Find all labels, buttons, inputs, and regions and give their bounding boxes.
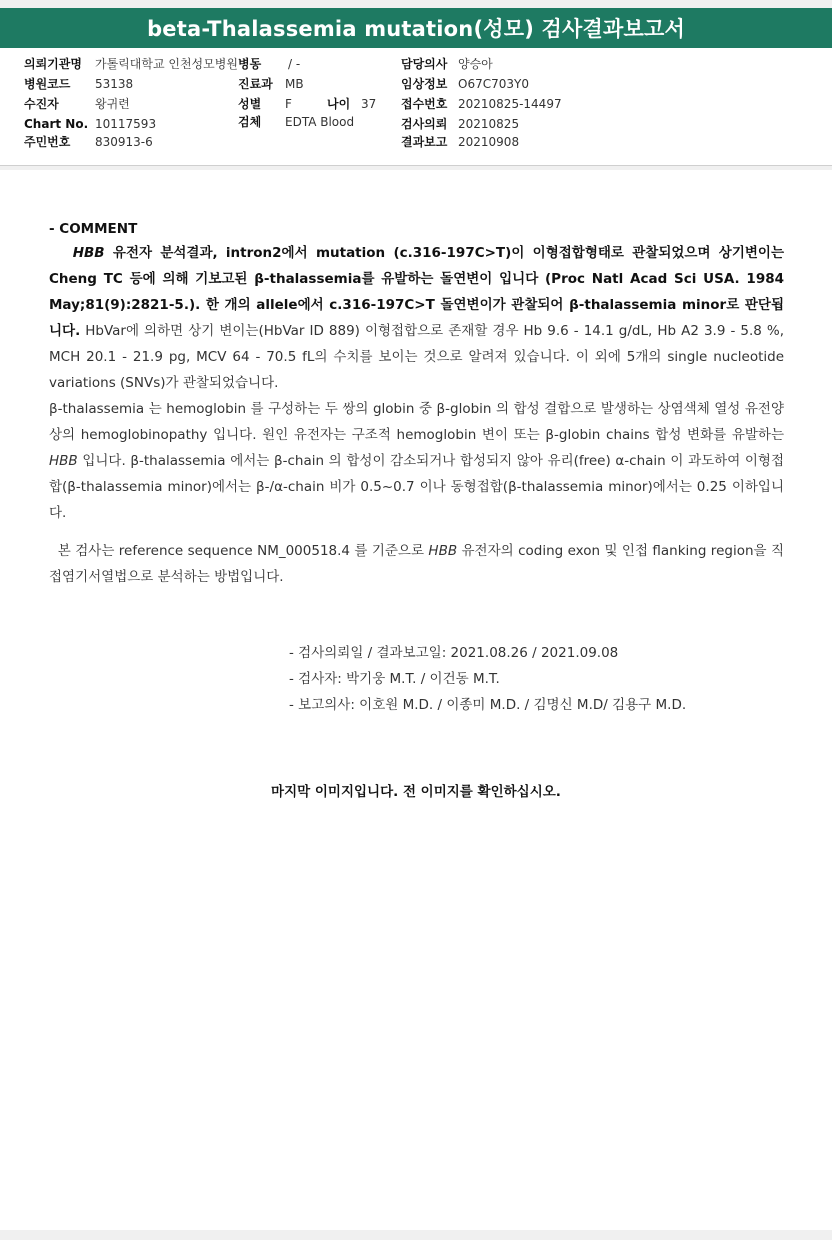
field-label-institution: 의뢰기관명 — [24, 57, 82, 71]
field-label-physician: 담당의사 — [401, 57, 448, 71]
patient-info-panel — [0, 48, 832, 166]
comment-paragraph-1 — [49, 240, 784, 396]
report-page — [0, 170, 832, 1230]
comment-method-a: 본 검사는 reference sequence NM_000518.4 를 기준으로 — [53, 543, 429, 559]
last-page-notice: 마지막 이미지입니다. 전 이미지를 확인하십시오. — [271, 784, 561, 800]
field-value-clinical-info: O67C703Y0 — [458, 77, 529, 91]
field-label-receipt-no: 접수번호 — [401, 97, 448, 111]
field-value-physician: 양승아 — [458, 57, 493, 71]
comment-background-b: 입니다. β-thalassemia 에서는 β-chain 의 합성이 감소되거나 합성되지 않아 유리(free) α-chain 이 과도하여 이형접합(β-thalassemia minor)에서는 β-/α-chain 비가 0.5~0.7 이나 동형접합(β-thalassemia minor)에서는 0.25 이하입니다. — [49, 453, 784, 521]
reporters-line: - 보고의사: 이호원 M.D. / 이종미 M.D. / 김명신 M.D/ 김용구 M.D. — [289, 697, 687, 713]
field-value-report-date: 20210908 — [458, 135, 520, 149]
comment-section — [49, 218, 784, 590]
report-title-text: beta-Thalassemia mutation(성모) 검사결과보고서 — [147, 17, 685, 41]
field-label-chart-no: Chart No. — [24, 117, 89, 131]
testers-line: - 검사자: 박기웅 M.T. / 이건동 M.T. — [289, 671, 500, 687]
gene-name: HBB — [72, 245, 105, 261]
field-label-ward: 병동 — [238, 57, 262, 71]
gene-name: HBB — [49, 453, 78, 469]
field-value-receipt-no: 20210825-14497 — [458, 97, 562, 111]
comment-finding: 유전자 분석결과, intron2에서 mutation (c.316-197C>T)이 이형접합형태로 관찰되었으며 상기변이는 Cheng TC 등에 의해 기보고된 β-thalassemia를 유발하는 돌연변이 입니다 (Proc Natl Acad Sci USA. 1984 May;81(9):2821-5.). 한 개의 allele에서 c.316-197C>T 돌연변이가 관찰되어 β-thalassemia minor로 판단됩니다. — [49, 245, 785, 339]
field-label-hospital-code: 병원코드 — [24, 77, 71, 91]
report-title — [0, 8, 832, 48]
field-label-department: 진료과 — [238, 77, 273, 91]
field-value-age: 37 — [361, 97, 377, 111]
field-value-institution: 가톨릭대학교 인천성모병원 — [95, 57, 238, 71]
field-label-request-date: 검사의뢰 — [401, 117, 448, 131]
field-value-department: MB — [285, 77, 304, 91]
field-label-clinical-info: 임상정보 — [401, 77, 448, 91]
dates-line: - 검사의뢰일 / 결과보고일: 2021.08.26 / 2021.09.08 — [289, 645, 619, 661]
field-label-specimen: 검체 — [238, 115, 262, 129]
field-value-specimen: EDTA Blood — [285, 115, 355, 129]
field-value-patient: 왕귀련 — [95, 97, 130, 111]
field-value-ward: / - — [288, 57, 301, 71]
comment-hbvar-text: HbVar에 의하면 상기 변이는(HbVar ID 889) 이형접합으로 존재할 경우 Hb 9.6 - 14.1 g/dL, Hb A2 3.9 - 5.8 %, MCH 20.1 - 21.9 pg, MCV 64 - 70.5 fL의 수치를 보이는 것으로 알려져 있습니다. 이 외에 5개의 single nucleotide variations (SNVs)가 관찰되었습니다. — [49, 323, 784, 391]
comment-paragraph-2 — [49, 396, 784, 526]
field-value-chart-no: 10117593 — [95, 117, 157, 131]
field-label-patient: 수진자 — [24, 97, 59, 111]
comment-paragraph-3 — [49, 538, 784, 590]
comment-background-a: β-thalassemia 는 hemoglobin 를 구성하는 두 쌍의 globin 중 β-globin 의 합성 결합으로 발생하는 상염색체 열성 유전양상의 hemoglobinopathy 입니다. 원인 유전자는 구조적 hemoglobin 변이 또는 β-globin chains 합성 변화를 유발하는 — [49, 401, 784, 443]
comment-heading: - COMMENT — [49, 221, 138, 237]
field-value-resident-no: 830913-6 — [95, 135, 153, 149]
field-label-report-date: 결과보고 — [401, 135, 448, 149]
field-label-resident-no: 주민번호 — [24, 135, 71, 149]
comment-method-b: 유전자의 coding exon 및 인접 flanking region을 직접염기서열법으로 분석하는 방법입니다. — [49, 543, 784, 585]
field-value-sex: F — [285, 97, 292, 111]
field-value-request-date: 20210825 — [458, 117, 520, 131]
signature-block — [289, 640, 686, 718]
gene-name: HBB — [428, 543, 458, 559]
field-label-sex: 성별 — [238, 97, 262, 111]
field-label-age: 나이 — [327, 97, 351, 111]
field-value-hospital-code: 53138 — [95, 77, 134, 91]
